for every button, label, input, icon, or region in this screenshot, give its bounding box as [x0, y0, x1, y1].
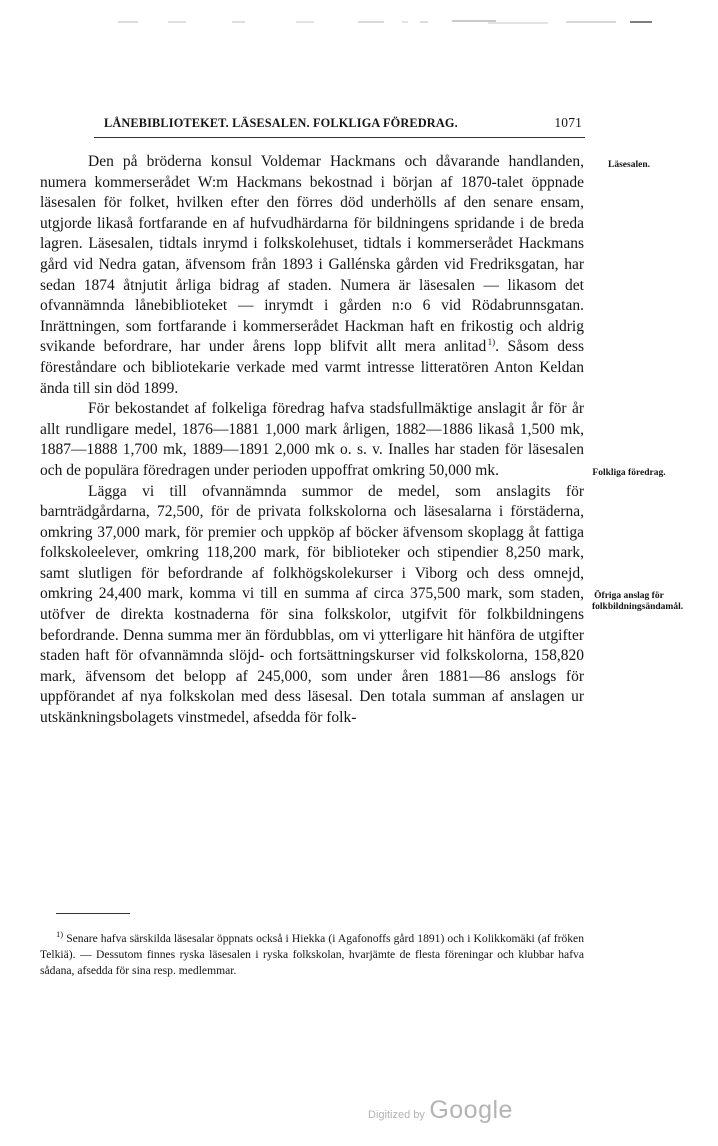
running-header: [94, 116, 584, 138]
watermark-prefix: Digitized by: [368, 1109, 425, 1121]
paragraph-folkliga-foredrag: För bekostandet af folkeliga föredrag hafva stadsfullmäktige anslagit år för år allt rundligare medel, 1876—1881 1,000 mark årligen, 1882—1886 likaså 1,500 mk, 1887—1888 1,700 mk, 1889—1891 2,000 mk o. s. v. Inalles har staden för läsesalen och de populära föredragen under perioden uppoffrat omkring 50,000 mk.: [40, 400, 584, 479]
paragraph-lasesalen: [40, 152, 584, 399]
footnote-marker: 1): [56, 929, 64, 940]
footnote-reference: 1): [487, 337, 496, 348]
margin-note-ofriga-anslag: Öfriga anslag för folkbildningsändamål.: [592, 591, 684, 612]
paragraph-lasesalen-text: Den på bröderna konsul Voldemar Hackmans och dåvarande handlanden, numera kommerserådet W:m Hackmans bekostnad i början af 1870-talet öppnade läsesalen för folket, hvilken efter den förres död underhölls af den senare ensam, utgjorde likaså fortfarande en af hufvudhärdarna för bildningens spridande i de breda lagren. Läsesalen, tidtals inrymd i folkskolehuset, tidtals i kommerserådet Hackmans gård vid Nedra gatan, äfvensom från 1893 i Gallénska gården vid Fredriksgatan, har sedan 1874 åtnjutit årliga bidrag af staden. Numera är läsesalen — likasom det ofvannämnda lånebiblioteket — inrymdt i gården n:o 6 vid Rödabrunnsgatan. Inrättningen, som fortfarande i kommerserådet Hackman haft en frikostig och aldrig svikande befordrare, har under årens lopp blifvit allt mera anlitad: [40, 153, 584, 356]
footnote-text: Senare hafva särskilda läsesalar öppnats också i Hiekka (i Agafonoffs gård 1891) och i Kolikkomäki (af fröken Telkiä). — Dessutom finnes ryska läsesalen i ryska folkskolan, hvarjämte de flesta föreningar och klubbar hafva sådana, afsedda för sina resp. medlemmar.: [40, 932, 585, 977]
margin-note-lasesalen: Läsesalen.: [608, 160, 650, 170]
google-logo: Google: [429, 1096, 513, 1124]
footnote: [40, 931, 584, 978]
main-text: [40, 152, 584, 729]
margin-note-folkliga-foredrag: Folkliga föredrag.: [592, 468, 666, 478]
footnote-rule: [56, 913, 130, 914]
paragraph-ofriga-anslag: Lägga vi till ofvannämnda summor de medel, som anslagits för barnträdgårdarna, 72,500, för de privata folkskolorna och läsesalarna i förstäderna, omkring 37,000 mark, för premier och uppköp af böcker äfvensom skoplagg åt fattiga folkskoleelever, omkring 118,200 mark, för biblioteker och stipendier 8,250 mark, samt slutligen för befordrande af folkhögskolekurser i Viborg och dess omnejd, omkring 24,400 mark, komma vi till en summa af circa 375,500 mark, som staden, utöfver de direkta kostnaderna för sina folkskolor, utgifvit för folkbildningens befordrande. Denna summa mer än fördubblas, om vi ytterligare hit hänföra de utgifter staden haft för ofvannämnda slöjd- och fortsättningskurser vid folkskolorna, 158,820 mark, äfvensom det belopp af 245,000, som under åren 1881—86 anslogs för uppförandet af nya folkskolan med dess läsesal. Den totala summan af anslagen ur utskänkningsbolagets vinstmedel, afsedda för folk-: [40, 482, 584, 727]
scan-artifact-marks: [100, 14, 660, 26]
header-rule: [94, 137, 585, 138]
paragraph-lasesalen-continuation: . Såsom dess föreståndare och bibliotekarie verkade med varmt intresse litteratören Anton Keldan ända till sin död 1899.: [40, 338, 584, 397]
page-number: 1071: [554, 115, 582, 130]
digitized-by-google-watermark: [368, 1096, 513, 1125]
running-title: LÅNEBIBLIOTEKET. LÄSESALEN. FOLKLIGA FÖREDRAG.: [104, 116, 458, 130]
